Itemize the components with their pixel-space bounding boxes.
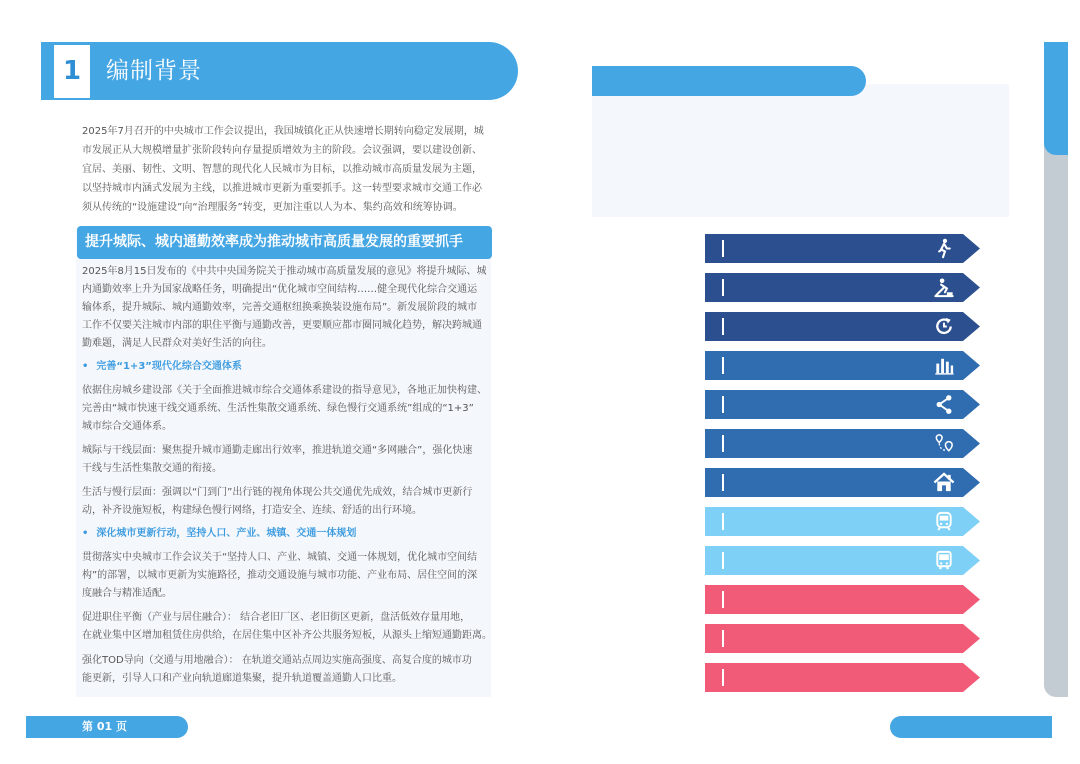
arrow-item [705, 468, 980, 497]
right-content-panel [592, 84, 1009, 217]
arrow-shape [705, 663, 980, 692]
clock-refresh-icon [932, 315, 956, 338]
arrow-tick [722, 240, 724, 257]
para-line: 输体系，提升城际、城内通勤效率，完善交通枢纽换乘换装设施布局”。新发展阶段的城市 [82, 302, 478, 313]
share-icon [932, 393, 956, 416]
para-line: 勤难题，满足人民群众对美好生活的向往。 [82, 338, 272, 349]
paragraph-tod [82, 652, 492, 688]
arrow-item [705, 390, 980, 419]
intro-line: 市发展正从大规模增量扩张阶段转向存量提质增效为主的阶段。会议强调，要以建设创新、 [82, 145, 482, 156]
arrow-tick [722, 591, 724, 608]
paragraph-job-housing [82, 609, 492, 645]
bar-chart-icon [932, 354, 956, 377]
bullet-heading-1 [82, 358, 242, 376]
intro-line: 须从传统的“设施建设”向“治理服务”转变，更加注重以人为本、集约高效和统筹协调。 [82, 202, 463, 213]
arrow-tick [722, 552, 724, 569]
para-line: 内通勤效率上升为国家战略任务，明确提出“优化城市空间结构……健全现代化综合交通运 [82, 284, 478, 295]
intro-line: 以坚持城市内涵式发展为主线，以推进城市更新为重要抓手。这一转型要求城市交通工作必 [82, 183, 482, 194]
page-number: 第 01 页 [82, 720, 127, 733]
para-line: 依据住房城乡建设部《关于全面推进城市综合交通体系建设的指导意见》，各地正加快构建、 [82, 385, 487, 396]
paragraph-policy [82, 263, 492, 353]
arrow-tick [722, 513, 724, 530]
para-line: 在就业集中区增加租赁住房供给，在居住集中区补齐公共服务短板，从源头上缩短通勤距离。 [82, 630, 492, 641]
arrow-item [705, 351, 980, 380]
home-icon [932, 471, 956, 494]
para-line: 度融合与精准适配。 [82, 588, 172, 599]
para-line: 完善由“城市快速干线交通系统、生活性集散交通系统、绿色慢行交通系统”组成的“1+3” [82, 403, 474, 414]
arrow-tick [722, 396, 724, 413]
arrow-shape [705, 624, 980, 653]
metro-train-icon [932, 510, 956, 533]
right-header-bar [592, 66, 866, 96]
arrow-item [705, 312, 980, 341]
paragraph-system [82, 382, 492, 436]
para-line: 干线与生活性集散交通的衔接。 [82, 463, 222, 474]
para-line: 城际与干线层面：聚焦提升城市通勤走廊出行效率，推进轨道交通“多网融合”，强化快速 [82, 445, 473, 456]
para-line: 贯彻落实中央城市工作会议关于“坚持人口、产业、城镇、交通一体规划，优化城市空间结 [82, 552, 478, 563]
para-line: 强化TOD导向（交通与用地融合）： 在轨道交通站点周边实施高强度、高复合度的城市功 [82, 655, 472, 666]
paragraph-urban-renewal [82, 549, 492, 603]
footer-right-bar [890, 716, 1052, 738]
para-line: 促进职住平衡（产业与居住融合）： 结合老旧厂区、老旧街区更新，盘活低效存量用地， [82, 612, 471, 623]
arrow-shape [705, 585, 980, 614]
arrow-tick [722, 279, 724, 296]
intro-paragraph [82, 122, 492, 217]
walking-person-icon [932, 237, 956, 260]
bullet-dot-icon: • [82, 361, 89, 372]
subsection-title: 提升城际、城内通勤效率成为推动城市高质量发展的重要抓手 [85, 234, 463, 250]
arrow-item [705, 507, 980, 536]
construction-worker-icon [932, 276, 956, 299]
section-title: 编制背景 [106, 58, 202, 84]
arrow-item [705, 234, 980, 263]
arrow-item [705, 585, 980, 614]
para-line: 工作不仅要关注城市内部的职住平衡与通勤改善，更要顺应都市圈同城化趋势，解决跨城通 [82, 320, 482, 331]
para-line: 城市综合交通体系。 [82, 421, 172, 432]
intro-line: 宜居、美丽、韧性、文明、智慧的现代化人民城市为目标，以推动城市高质量发展为主题， [82, 164, 482, 175]
section-number: 1 [62, 56, 82, 86]
paragraph-intercity [82, 442, 492, 478]
bus-icon [932, 549, 956, 572]
arrow-tick [722, 669, 724, 686]
para-line: 动，补齐设施短板，构建绿色慢行网络，打造安全、连续、舒适的出行环境。 [82, 505, 422, 516]
arrow-item [705, 273, 980, 302]
route-pins-icon [932, 432, 956, 455]
arrow-item [705, 624, 980, 653]
paragraph-slow-traffic [82, 484, 492, 520]
arrow-tick [722, 630, 724, 647]
intro-line: 2025年7月召开的中央城市工作会议提出，我国城镇化正从快速增长期转向稳定发展期，城 [82, 126, 484, 137]
bullet-dot-icon: • [82, 528, 89, 539]
side-tab-active [1044, 42, 1068, 155]
arrow-item [705, 663, 980, 692]
para-line: 能更新，引导人口和产业向轨道廊道集聚，提升轨道覆盖通勤人口比重。 [82, 673, 402, 684]
arrow-item [705, 429, 980, 458]
para-line: 2025年8月15日发布的《中共中央国务院关于推动城市高质量发展的意见》将提升城际、城 [82, 266, 487, 277]
bullet-text: 完善“1+3”现代化综合交通体系 [96, 361, 242, 372]
para-line: 构”的部署，以城市更新为实施路径，推动交通设施与城市功能、产业布局、居住空间的深 [82, 570, 478, 581]
arrow-tick [722, 435, 724, 452]
para-line: 生活与慢行层面：强调以“门到门”出行链的视角体现公共交通优先成效，结合城市更新行 [82, 487, 473, 498]
arrow-tick [722, 357, 724, 374]
arrow-tick [722, 318, 724, 335]
arrow-item [705, 546, 980, 575]
bullet-text: 深化城市更新行动，坚持人口、产业、城镇、交通一体规划 [96, 528, 357, 539]
bullet-heading-2 [82, 525, 356, 543]
arrow-tick [722, 474, 724, 491]
